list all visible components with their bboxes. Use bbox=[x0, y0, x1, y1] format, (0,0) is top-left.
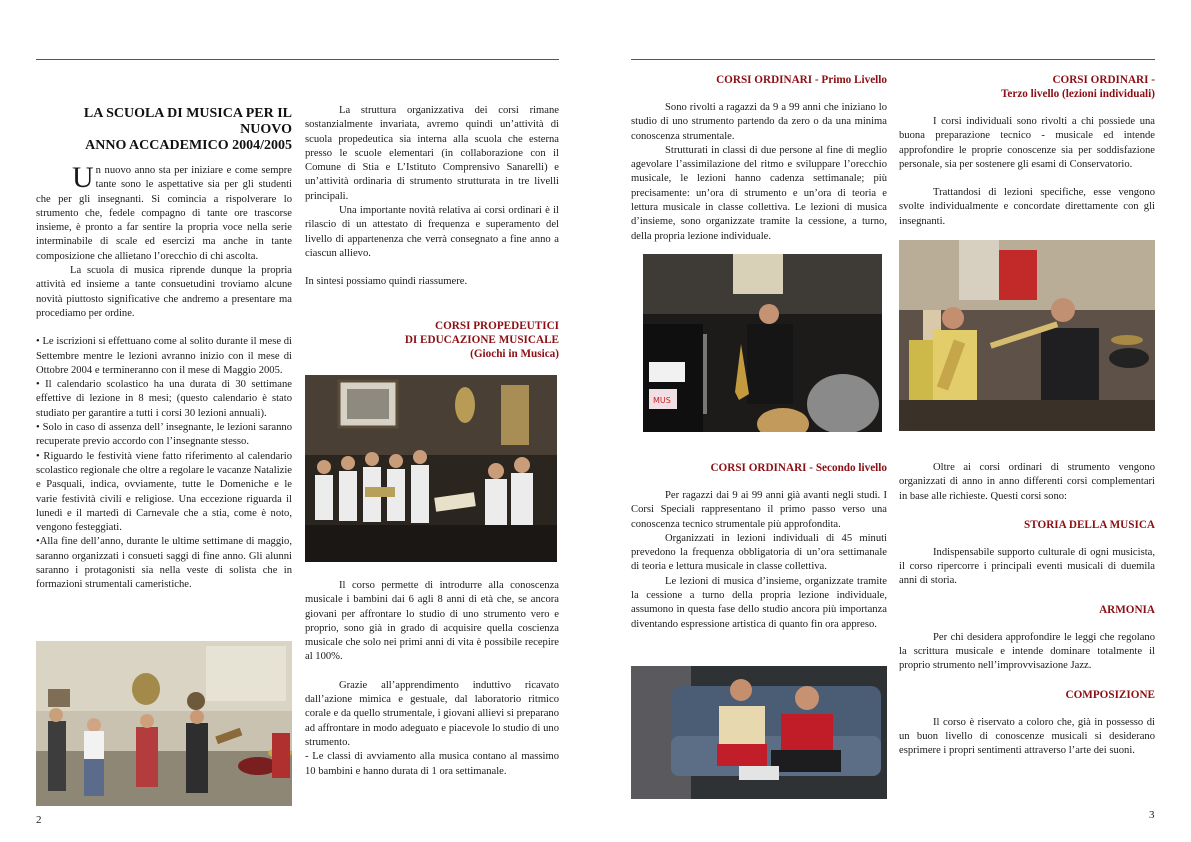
intro-paragraph bbox=[36, 161, 292, 264]
secondo-livello-heading: CORSI ORDINARI - Secondo livello bbox=[710, 462, 887, 474]
secondo-paragraph-2: Organizzati in lezioni individuali di 45 minuti prevedono la frequenza obbligatoria di un’ora settimanale di teoria e lettura musicale in classe collettiva. bbox=[631, 532, 887, 573]
bullet-item: • Il calendario scolastico ha una durata di 30 settimane effettive di lezione in 8 mesi; (questo calendario è stato studiato per garantire a tutti i corsi 30 lezioni annuali). bbox=[36, 379, 292, 419]
terzo-paragraph-2: Trattandosi di lezioni specifiche, esse vengono svolte individualmente e concordate direttamente con gli insegnanti. bbox=[899, 187, 1155, 227]
primo-livello-heading: CORSI ORDINARI - Primo Livello bbox=[716, 74, 887, 86]
left-column-1 bbox=[36, 106, 292, 593]
storia-heading: STORIA DELLA MUSICA bbox=[1024, 518, 1155, 531]
terzo-heading-line1: CORSI ORDINARI - bbox=[1052, 74, 1155, 86]
bullet-item: • Solo in caso di assenza dell’ insegnante, le lezioni saranno recuperate previo accordo con l’insegnante stesso. bbox=[36, 422, 292, 448]
right-header-rule bbox=[631, 59, 1155, 60]
bullet-item: • Le iscrizioni si effettuano come al solito durante il mese di Settembre mentre le lezioni avranno inizio con il mese di Ottobre 2004 e termineranno con il mese di Maggio 2005. bbox=[36, 336, 292, 376]
photo-boys-on-sofa bbox=[631, 666, 887, 799]
svg-text:MUS: MUS bbox=[653, 396, 671, 405]
primo-paragraph-2: Strutturati in classi di due persone al fine di meglio agevolare l’assimilazione del ritmo e sviluppare l’orecchio musicale, le lezioni hanno cadenza settimanale; più precisamente: un’ora di strumento e un’ora di teoria e lettura musicale in classe collettiva. Le lezioni di musica d’insieme, sono organizzate tramite la cessione, a turno, della propria lezione individuale. bbox=[631, 144, 887, 242]
right-column-1-bottom bbox=[631, 461, 887, 632]
article-title bbox=[36, 106, 292, 154]
right-column-2-top bbox=[899, 73, 1155, 229]
right-column-2-bottom bbox=[899, 461, 1155, 759]
secondo-paragraph-1: Per ragazzi dai 9 ai 99 anni già avanti negli studi. I Corsi Speciali rappresentano il primo passo verso una conoscenza tecnico strumentale più approfondita. bbox=[631, 490, 887, 530]
photo-band-rehearsal bbox=[36, 641, 292, 806]
novelty-paragraph: Una importante novità relativa ai corsi ordinari è il rilascio di un attestato di frequenza e superamento del livello di appartenenza che verrà consegnato a fine anno a ciascun allievo. bbox=[305, 205, 559, 259]
left-column-2 bbox=[305, 104, 559, 290]
photo-saxophone-player bbox=[643, 254, 882, 432]
primo-paragraph-1: Sono rivolti a ragazzi da 9 a 99 anni che iniziano lo studio di uno strumento partendo da zero o da una minima conoscenza strumentale. bbox=[631, 102, 887, 142]
structure-paragraph: La struttura organizzativa dei corsi rimane sostanzialmente invariata, avremo quindi un’attività di scuola propedeutica sia interna alla scuola che esterna presso le scuole elementari (in collaborazione con il Comune di Stia e L’Istituto Comprensivo Sanarelli) e un’attività ordinaria di strumento strutturata in tre livelli principali. bbox=[305, 105, 559, 202]
composizione-paragraph: Il corso è riservato a coloro che, già in possesso di un buon livello di conoscenze musicali si desiderano esprimere i propri sentimenti attraverso l’arte dei suoni. bbox=[899, 716, 1155, 757]
paragraph-2: La scuola di musica riprende dunque la propria attività ed insieme a tante consuetudini troviamo alcune novità piuttosto significative che andremo a presentare ma procediamo per ordine. bbox=[36, 265, 292, 319]
page-number-left: 2 bbox=[36, 814, 42, 826]
article-title-line2: ANNO ACCADEMICO 2004/2005 bbox=[85, 138, 292, 153]
propedeutic-paragraph-3: - Le classi di avviamento alla musica contano al massimo 10 bambini e hanno durata di 1 ora settimanale. bbox=[305, 751, 559, 777]
photo-teachers-playing bbox=[899, 240, 1155, 431]
article-title-line1: LA SCUOLA DI MUSICA PER IL NUOVO bbox=[83, 106, 292, 137]
propedeutic-heading-line1: CORSI PROPEDEUTICI bbox=[434, 320, 559, 332]
armonia-paragraph: Per chi desidera approfondire le leggi che regolano la scrittura musicale e intende dominare totalmente il proprio strumento nell’improvvisazione Jazz. bbox=[899, 631, 1155, 672]
terzo-livello-heading bbox=[899, 73, 1155, 101]
propedeutic-heading bbox=[305, 319, 559, 361]
bullet-item: • Riguardo le festività viene fatto riferimento al calendario scolastico regionale che oltre a regolare le vacanze Natalizie e Pasquali, indica, ovviamente, tutte le Domeniche e le varie festività civili e religiose. Una eccezione riguarda il lunedì e il martedì di Carnevale che a stia, come è noto, vengono festeggiati. bbox=[36, 450, 292, 534]
propedeutic-heading-line2: DI EDUCAZIONE MUSICALE bbox=[404, 334, 559, 346]
drop-cap: U bbox=[72, 161, 94, 194]
summary-paragraph: In sintesi possiamo quindi riassumere. bbox=[305, 276, 468, 288]
photo-children-choir bbox=[305, 375, 557, 562]
terzo-heading-line2: Terzo livello (lezioni individuali) bbox=[1000, 88, 1155, 100]
secondo-paragraph-3: Le lezioni di musica d’insieme, organizzate tramite la cessione a turno della propria lezione individuale, assumono in questa fase dello studio ancora più importanza diventando espressione artistica di quanto fin ora appreso. bbox=[631, 575, 887, 630]
propedeutic-text bbox=[305, 579, 559, 779]
storia-paragraph: Indispensabile supporto culturale di ogni musicista, il corso ripercorre i principali eventi musicali di duemila anni di storia. bbox=[899, 546, 1155, 587]
propedeutic-paragraph-2: Grazie all’apprendimento induttivo ricavato dall’azione mimica e gestuale, dal laboratorio ritmico corale e da quello strumentale, i giovani allievi si preparano ad affrontare in modo adeguato e piacevole lo studio di uno strumento. bbox=[305, 679, 559, 748]
intro-text: n nuovo anno sta per iniziare e come sempre tante sono le aspettative sia per gli studenti che per gli insegnanti. Si comincia a rispolverare lo strumento che, fedele compagno di tante ore trascorse insieme, è pronto a far sentire la propria voce nella serie interminabile di scale ed esercizi ma anche in tante composizione che allietano l’orecchio di chi ascolta. bbox=[36, 165, 292, 262]
armonia-heading: ARMONIA bbox=[1099, 603, 1155, 616]
page-number-right: 3 bbox=[1149, 809, 1155, 821]
composizione-heading: COMPOSIZIONE bbox=[1065, 688, 1155, 701]
bullet-item: •Alla fine dell’anno, durante le ultime settimane di maggio, saranno organizzati i consueti saggi di fine anno. Gli alunni saranno i protagonisti sia nella veste di solista che in formazioni strumentali cameristiche. bbox=[36, 536, 292, 591]
propedeutic-paragraph-1: Il corso permette di introdurre alla conoscenza musicale i bambini dai 6 agli 8 anni di età che, se ancora giovani per affrontare lo studio di uno strumento vero e proprio, sono già in grado di acquisire quella coscienza musicale che solo nei primi anni di vita è possibile recepire al 100%. bbox=[305, 580, 559, 663]
terzo-paragraph-1: I corsi individuali sono rivolti a chi possiede una buona preparazione tecnico - musicale ed intende approfondire le proprie conoscenze sia per soddisfazione personale, sia per sostenere gli esami di Conservatorio. bbox=[899, 116, 1155, 170]
left-header-rule bbox=[36, 59, 559, 60]
propedeutic-heading-line3: (Giochi in Musica) bbox=[470, 348, 559, 360]
complementary-courses-paragraph: Oltre ai corsi ordinari di strumento vengono organizzati di anno in anno differenti corsi complementari in base alle richieste. Questi corsi sono: bbox=[899, 462, 1155, 502]
right-column-1-top bbox=[631, 73, 887, 244]
